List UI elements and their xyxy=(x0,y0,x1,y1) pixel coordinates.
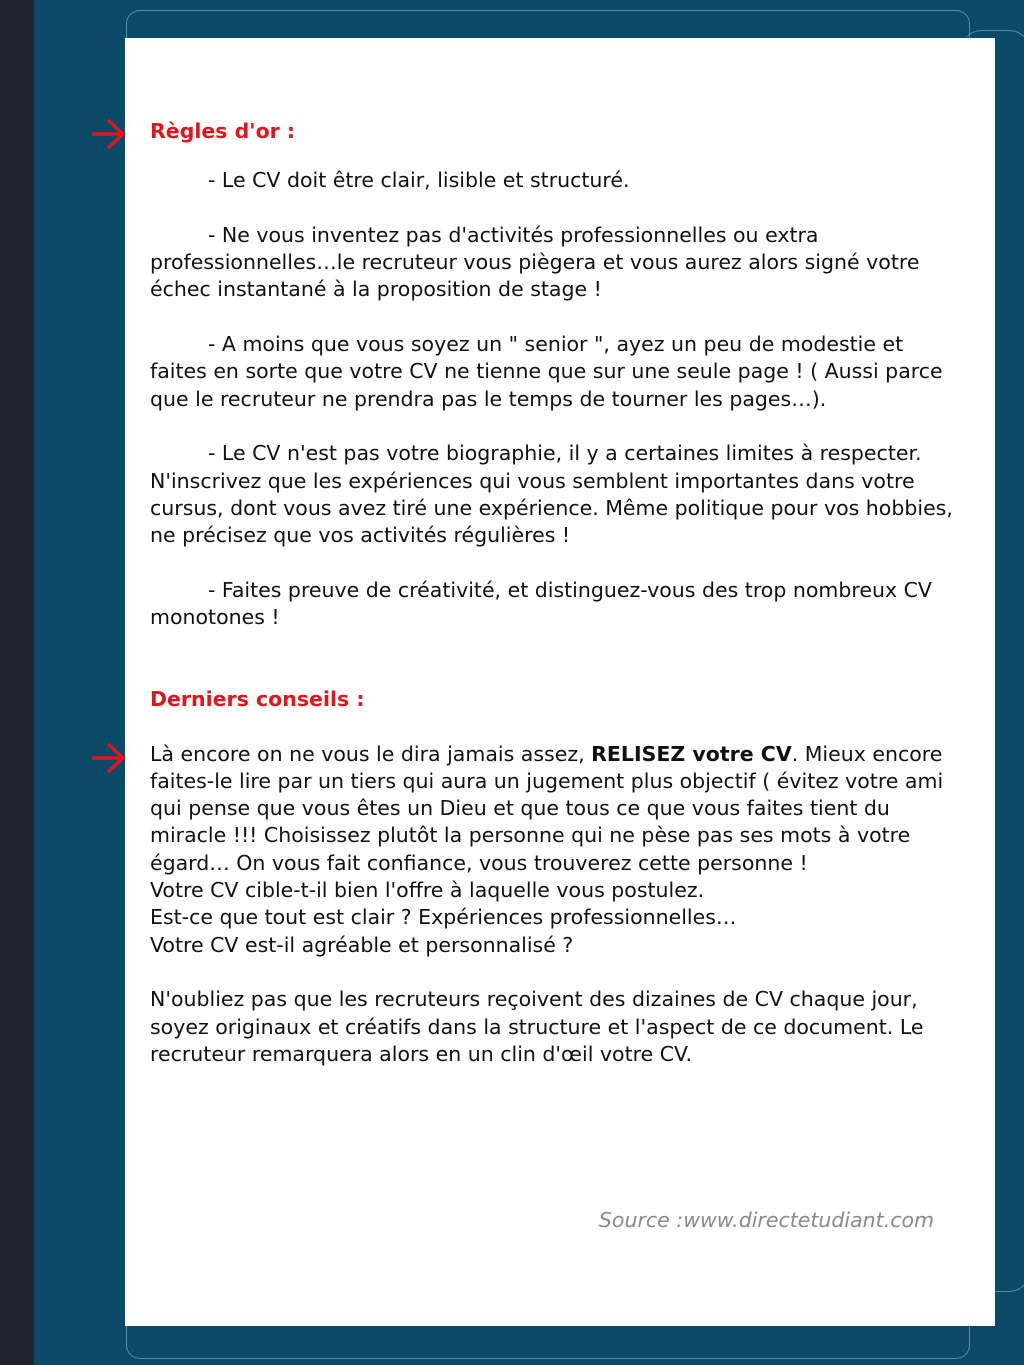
rule-text: - Le CV doit être clair, lisible et structuré. xyxy=(208,168,630,193)
rule-text: - Faites preuve de créativité, et distinguez-vous des trop nombreux CV monotones ! xyxy=(150,577,932,630)
advice-text: Là encore on ne vous le dira jamais assez, xyxy=(150,741,592,766)
document-content xyxy=(150,118,965,1068)
source-citation: Source :www.directetudiant.com xyxy=(598,1208,934,1232)
advice-paragraph xyxy=(150,741,965,877)
section-heading-conseils: Derniers conseils : xyxy=(150,686,365,711)
rule-item xyxy=(150,167,965,194)
rule-item xyxy=(150,222,965,304)
checklist-line: Est-ce que tout est clair ? Expériences professionnelles… xyxy=(150,905,737,930)
rule-text: - Ne vous inventez pas d'activités professionnelles ou extra professionnelles…le recruteur vous piègera et vous aurez alors signé votre échec instantané à la proposition de stage ! xyxy=(150,222,920,302)
advice-emphasis: RELISEZ votre CV xyxy=(591,741,792,766)
closing-paragraph: N'oubliez pas que les recruteurs reçoivent des dizaines de CV chaque jour, soyez originaux et créatifs dans la structure et l'aspect de ce document. Le recruteur remarquera alors en un clin d'œil votre CV. xyxy=(150,987,924,1066)
rule-item xyxy=(150,577,965,632)
rule-item xyxy=(150,440,965,549)
arrow-right-icon xyxy=(88,740,128,776)
checklist-line: Votre CV est-il agréable et personnalisé ? xyxy=(150,932,574,957)
advice-text: . Mieux encore faites-le lire par un tiers qui aura un jugement plus objectif ( évitez votre ami qui pense que vous êtes un Dieu et que tous ce que vous faites tient du miracle !!! Choisissez plutôt la personne qui ne pèse pas ses mots à votre égard… On vous fait confiance, vous trouverez cette personne ! xyxy=(150,741,944,875)
checklist-line: Votre CV cible-t-il bien l'offre à laquelle vous postulez. xyxy=(150,878,705,903)
left-sidebar-strip xyxy=(0,0,34,1365)
section-heading-regles: Règles d'or : xyxy=(150,119,296,143)
rule-item xyxy=(150,331,965,413)
rule-text: - Le CV n'est pas votre biographie, il y a certaines limites à respecter. N'inscrivez que les expériences qui vous semblent importantes dans votre cursus, dont vous avez tiré une expérience. Même politique pour vos hobbies, ne précisez que vos activités régulières ! xyxy=(150,441,953,548)
arrow-right-icon xyxy=(88,116,128,152)
rule-text: - A moins que vous soyez un " senior ", ayez un peu de modestie et faites en sorte que votre CV ne tienne que sur une seule page ! ( Aussi parce que le recruteur ne prendra pas le temps de tourner les pages…). xyxy=(150,332,943,411)
